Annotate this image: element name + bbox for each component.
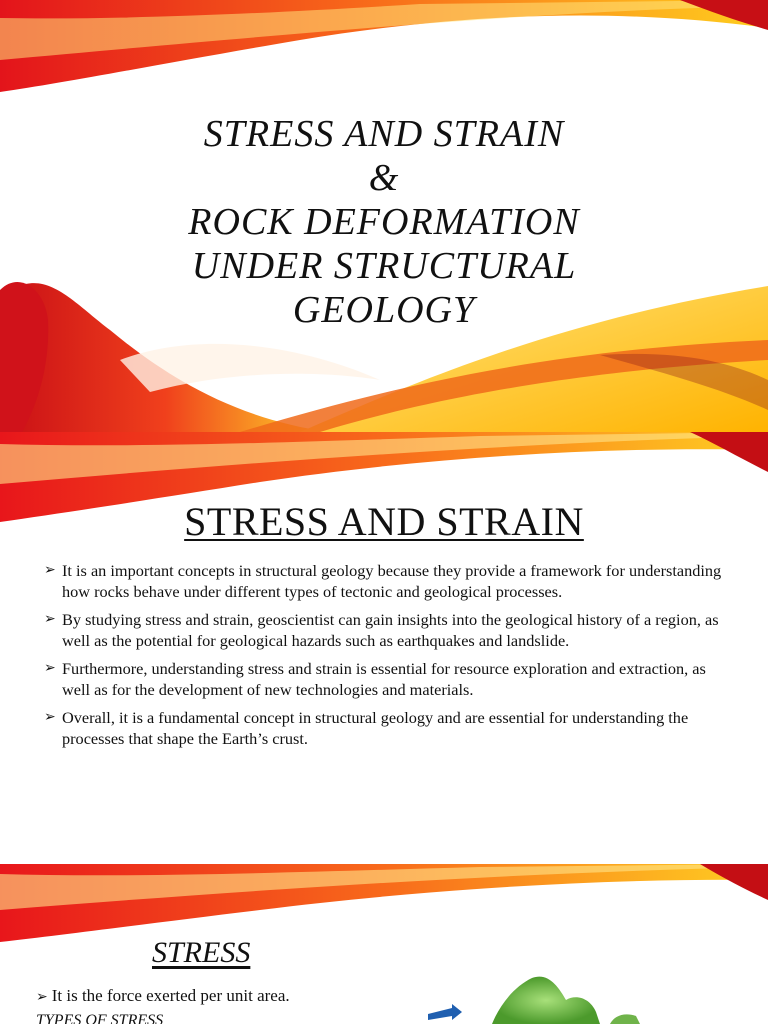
title-line: GEOLOGY xyxy=(292,289,476,331)
bullet-text: Overall, it is a fundamental concept in structural geology and are essential for understanding the processes that shape the Earth’s crust. xyxy=(62,708,689,748)
bullet-text: It is the force exerted per unit area. xyxy=(51,986,290,1005)
list-item xyxy=(44,707,724,749)
list-item xyxy=(36,986,290,1006)
mountain-illustration xyxy=(492,977,600,1024)
list-item xyxy=(44,560,724,602)
arrowhead-bullet-icon: ➢ xyxy=(44,562,56,578)
bullet-text: Furthermore, understanding stress and strain is essential for resource exploration and extraction, as well as for the development of new technologies and materials. xyxy=(62,659,706,699)
list-item xyxy=(44,609,724,651)
slide-heading: STRESS xyxy=(152,936,251,969)
arrowhead-bullet-icon: ➢ xyxy=(36,989,48,1005)
title-line: & xyxy=(368,157,400,199)
slide-title xyxy=(0,112,768,332)
slide-heading: STRESS AND STRAIN xyxy=(184,499,584,544)
content-slide-stress xyxy=(0,864,768,1024)
arrowhead-bullet-icon: ➢ xyxy=(44,611,56,627)
title-line: ROCK DEFORMATION xyxy=(188,201,580,243)
bullet-list xyxy=(44,560,724,756)
bullet-text: It is an important concepts in structural geology because they provide a framework for understanding how rocks behave under different types of tectonic and geological processes. xyxy=(62,561,722,601)
title-line: UNDER STRUCTURAL xyxy=(191,245,577,287)
content-slide-stress-strain xyxy=(0,432,768,864)
title-slide xyxy=(0,0,768,432)
arrowhead-bullet-icon: ➢ xyxy=(44,660,56,676)
bullet-text: By studying stress and strain, geoscientist can gain insights into the geological history of a region, as well as the potential for geological hazards such as earthquakes and landslide. xyxy=(62,610,719,650)
title-line: STRESS AND STRAIN xyxy=(203,113,565,155)
arrowhead-bullet-icon: ➢ xyxy=(44,709,56,725)
list-item xyxy=(44,658,724,700)
subheading: TYPES OF STRESS xyxy=(36,1012,164,1024)
arrow-illustration xyxy=(428,1004,462,1020)
